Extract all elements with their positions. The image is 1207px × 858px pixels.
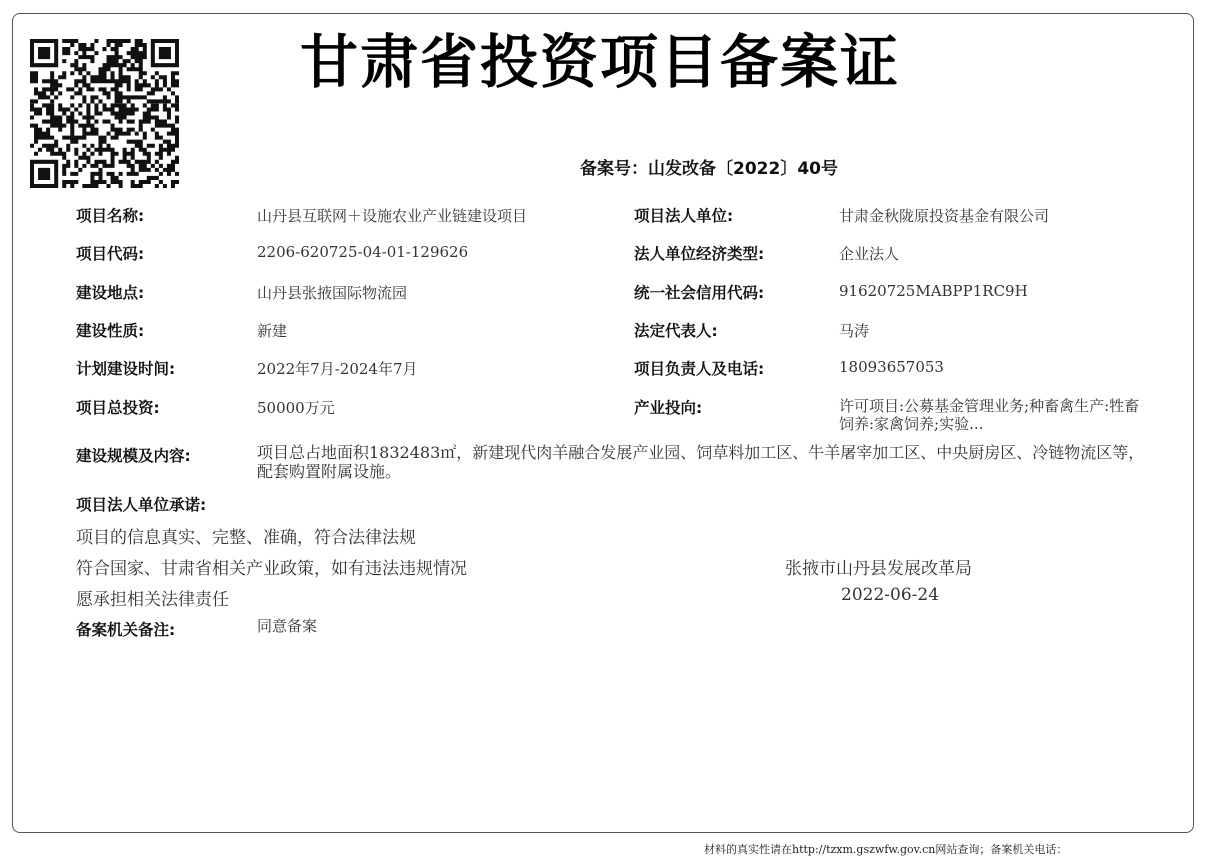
project-code-label: 项目代码: bbox=[76, 245, 145, 263]
project-code-value: 2206-620725-04-01-129626 bbox=[257, 243, 469, 261]
verification-footer: 材料的真实性请在http://tzxm.gszwfw.gov.cn网站查询；备案机关电话： bbox=[704, 843, 1068, 856]
credit-code-value: 91620725MABPP1RC9H bbox=[839, 282, 1028, 300]
remark-value: 同意备案 bbox=[257, 617, 318, 635]
schedule-value: 2022年7月-2024年7月 bbox=[257, 360, 418, 378]
total-investment-value: 50000万元 bbox=[257, 399, 335, 417]
authority-name: 张掖市山丹县发展改革局 bbox=[785, 559, 972, 579]
remark-label: 备案机关备注: bbox=[76, 621, 176, 639]
project-name-label: 项目名称: bbox=[76, 207, 145, 225]
qr-code bbox=[30, 39, 179, 188]
certificate-title: 甘肃省投资项目备案证 bbox=[299, 28, 900, 96]
legal-entity-label: 项目法人单位: bbox=[634, 207, 734, 225]
legal-rep-label: 法定代表人: bbox=[634, 322, 718, 340]
industry-label: 产业投向: bbox=[634, 399, 703, 417]
commitment-label: 项目法人单位承诺: bbox=[76, 496, 207, 514]
authority-date: 2022-06-24 bbox=[841, 585, 940, 605]
commitment-line-1: 项目的信息真实、完整、准确，符合法律法规 bbox=[76, 528, 416, 548]
credit-code-label: 统一社会信用代码: bbox=[634, 284, 765, 302]
commitment-line-2: 符合国家、甘肃省相关产业政策，如有违法违规情况 bbox=[76, 559, 467, 579]
entity-type-label: 法人单位经济类型: bbox=[634, 245, 765, 263]
legal-entity-value: 甘肃金秋陇原投资基金有限公司 bbox=[839, 207, 1050, 225]
total-investment-label: 项目总投资: bbox=[76, 399, 160, 417]
contact-value: 18093657053 bbox=[839, 358, 944, 376]
nature-value: 新建 bbox=[257, 322, 288, 340]
record-number: 备案号：山发改备〔2022〕40号 bbox=[580, 159, 838, 179]
schedule-label: 计划建设时间: bbox=[76, 360, 176, 378]
legal-rep-value: 马涛 bbox=[839, 322, 870, 340]
contact-label: 项目负责人及电话: bbox=[634, 360, 765, 378]
project-name-value: 山丹县互联网＋设施农业产业链建设项目 bbox=[257, 207, 528, 225]
location-value: 山丹县张掖国际物流园 bbox=[257, 284, 408, 302]
entity-type-value: 企业法人 bbox=[839, 245, 900, 263]
nature-label: 建设性质: bbox=[76, 322, 145, 340]
commitment-line-3: 愿承担相关法律责任 bbox=[76, 590, 229, 610]
scale-label: 建设规模及内容: bbox=[76, 447, 191, 465]
location-label: 建设地点: bbox=[76, 284, 145, 302]
scale-value: 项目总占地面积1832483㎡，新建现代肉羊融合发展产业园、饲草料加工区、牛羊屠宰加工区、中央厨房区、冷链物流区等，配套购置附属设施。 bbox=[257, 443, 1145, 481]
industry-value: 许可项目:公募基金管理业务;种畜禽生产:牲畜饲养:家禽饲养;实验... bbox=[839, 397, 1140, 433]
